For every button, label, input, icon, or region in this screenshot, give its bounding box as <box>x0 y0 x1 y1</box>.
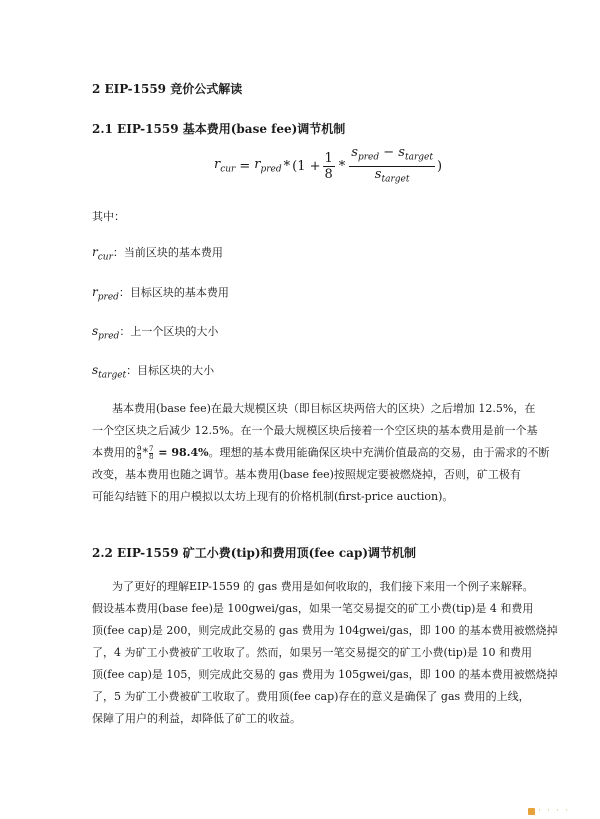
section-2-1-heading: 2.1 EIP-1559 基本费用(base fee)调节机制 <box>92 122 346 136</box>
formula-multiply-2: * <box>338 158 346 174</box>
formula-fraction-size-ratio: $\frac{s_{pred} - s_{target}}{s_{target}}$ <box>351 144 433 185</box>
where-label: 其中： <box>92 210 125 223</box>
section-2-heading: 2 EIP-1559 竞价公式解读 <box>92 82 243 96</box>
formula-multiply: * <box>283 158 291 174</box>
definition-starget: $s_{target}$：目标区块的大小 <box>92 363 215 381</box>
formula-lhs: $r_{cur}$ <box>214 157 236 175</box>
formula-open-paren: (1 + <box>292 158 321 174</box>
formula-equals: = <box>239 158 251 174</box>
definition-rcur: $r_{cur}$：当前区块的基本费用 <box>92 245 223 263</box>
watermark-logo: · · · · <box>528 806 570 815</box>
tip-feecap-paragraph: 为了更好的理解EIP-1559 的 gas 费用是如何收取的，我们接下来用一个例子来解释。 假设基本费用(base fee)是 100gwei/gas，如果一笔交易提交的矿工小费(tip)是 4 和费用 顶(fee cap)是 200，则完成此交易的 gas 费用为 104gwei/gas，即 100 的基本费用被燃烧掉 了，4 为矿工小费被矿工收取了。然而，如果另一笔交易提交的矿工小费(tip)是 10 和费用 顶(fee cap)是 105，则完成此交易的 gas 费用为 105gwei/gas，即 100 的基本费用被燃烧掉 了，5 为矿工小费被矿工收取了。费用顶(fee cap)存在的意义是确保了 gas 费用的上线， 保障了用户的利益，却降低了矿工的收益。 <box>92 580 558 725</box>
formula-fraction-one-eighth: $\frac{1}{8}$ <box>324 150 333 182</box>
formula-close-paren: ) <box>436 158 443 174</box>
section-2-2-heading: 2.2 EIP-1559 矿工小费(tip)和费用顶(fee cap)调节机制 <box>92 546 417 560</box>
watermark-icon <box>528 808 535 815</box>
base-fee-formula <box>214 146 442 186</box>
formula-rpred: $r_{pred}$ <box>254 157 282 175</box>
definition-rpred: $r_{pred}$：目标区块的基本费用 <box>92 285 229 303</box>
definition-spred: $s_{pred}$：上一个区块的大小 <box>92 324 219 342</box>
base-fee-paragraph: 基本费用(base fee)在最大规模区块（即目标区块两倍大的区块）之后增加 12.5%，在 一个空区块之后减少 12.5%。在一个最大规模区块后接着一个空区块的基本费用是前一个基 本费用的 $\frac{9}{8}$ * $\frac{7}{8}$ = 98.4%。理想的基本费用能确保区块中充满价值最高的交易，由于需求的不断 改变，基本费用也随之调节。基本费用(base fee)按照规定要被燃烧掉，否则，矿工极有 可能勾结链下的用户模拟以太坊上现有的价格机制(first-price auction)。 <box>92 402 550 503</box>
